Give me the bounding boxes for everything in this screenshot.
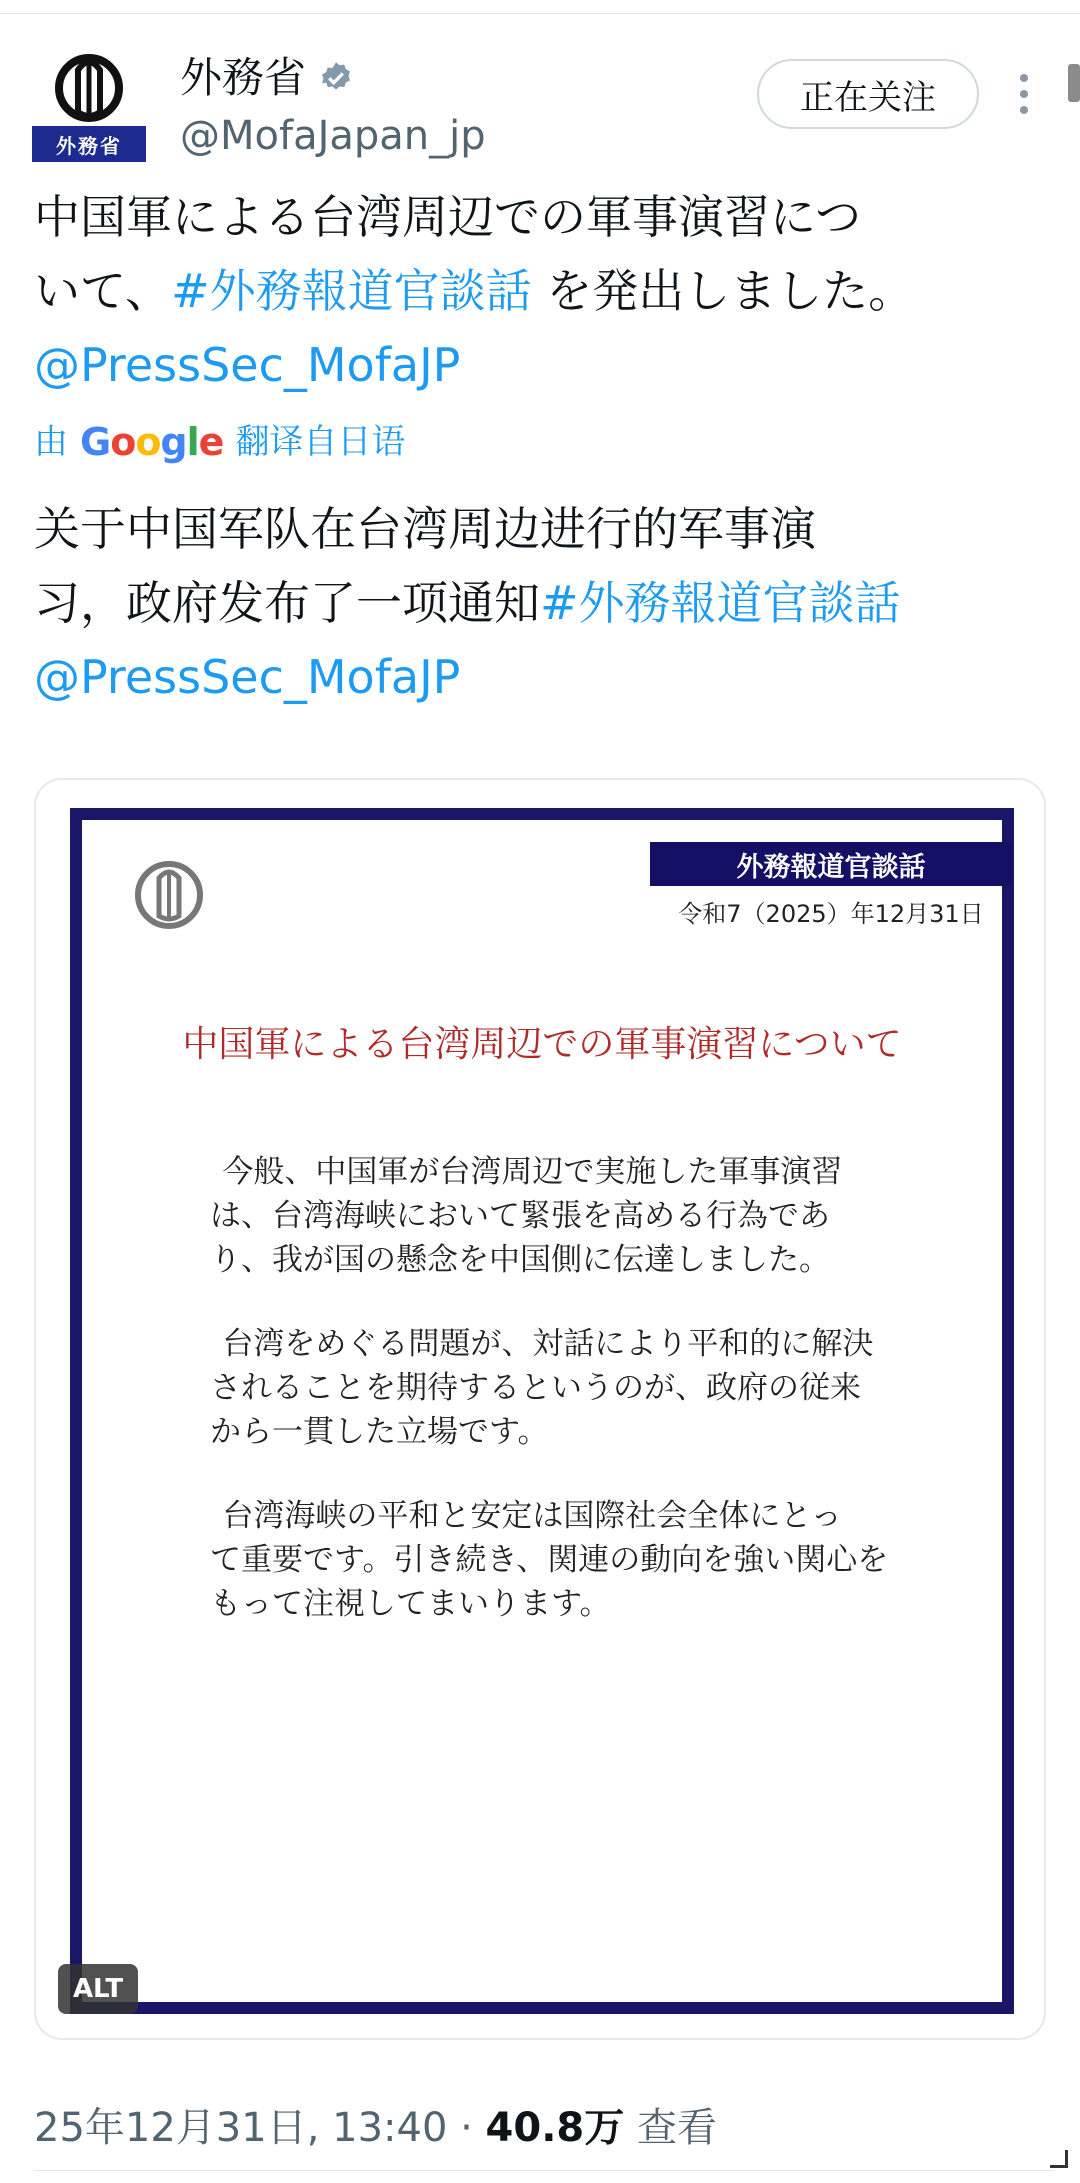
document-paragraph: 台湾をめぐる問題が、対話により平和的に解決 されることを期待するというのが、政府の従来 から一貫した立場です。 xyxy=(210,1326,874,1450)
avatar-badge: 外務省 xyxy=(32,126,146,162)
translated-hashtag-link[interactable]: #外務報道官談話 xyxy=(540,576,901,630)
views-label: 查看 xyxy=(624,2105,717,2151)
alt-text-button[interactable]: ALT xyxy=(58,1964,138,2014)
document-paragraph: 今般、中国軍が台湾周辺で実施した軍事演習 は、台湾海峡において緊張を高める行為であ り、我が国の懸念を中国側に伝達しました。 xyxy=(210,1154,843,1278)
account-name-block[interactable] xyxy=(180,52,486,164)
view-count: 40.8万 xyxy=(485,2105,625,2151)
translation-prefix: 由 xyxy=(34,422,68,462)
tweet-text-body: 中国軍による台湾周辺での軍事演習につ いて、 xyxy=(34,190,862,318)
translated-text xyxy=(34,492,1044,714)
tweet-timestamp[interactable]: 25年12月31日, 13:40 · xyxy=(34,2105,486,2151)
bottom-divider xyxy=(34,2170,1054,2171)
mention-link[interactable]: @PressSec_MofaJP xyxy=(34,338,461,392)
press-statement-document xyxy=(70,808,1014,2014)
verified-badge-icon xyxy=(318,60,354,96)
following-button[interactable]: 正在关注 xyxy=(757,59,979,129)
mofa-emblem-icon xyxy=(52,48,126,128)
document-title: 中国軍による台湾周辺での軍事演習について xyxy=(182,1024,902,1065)
google-logo-icon: Google xyxy=(80,420,224,464)
more-options-icon[interactable] xyxy=(1014,70,1034,118)
translated-mention-link[interactable]: @PressSec_MofaJP xyxy=(34,650,461,704)
media-image-card[interactable] xyxy=(34,778,1046,2040)
top-divider xyxy=(0,13,1080,14)
translation-suffix: 翻译自日语 xyxy=(235,422,406,462)
tweet-text xyxy=(34,180,1044,402)
avatar[interactable] xyxy=(32,48,146,162)
account-handle[interactable]: @MofaJapan_jp xyxy=(180,113,486,159)
hashtag-link[interactable]: #外務報道官談話 xyxy=(171,264,532,318)
corner-mark-icon xyxy=(1050,2150,1068,2168)
translation-attribution[interactable] xyxy=(34,412,405,472)
tweet-meta xyxy=(34,2098,717,2158)
translated-text-body: 关于中国军队在台湾周边进行的军事演 习，政府发布了一项通知 xyxy=(34,502,816,630)
scrollbar-thumb[interactable] xyxy=(1068,64,1080,102)
tweet-text-body-2: を発出しました。 xyxy=(531,264,915,318)
document-body xyxy=(210,1150,930,1666)
display-name[interactable]: 外務省 xyxy=(180,53,307,102)
document-paragraph: 台湾海峡の平和と安定は国際社会全体にとっ て重要です。引き続き、関連の動向を強い関心を もって注視してまいります。 xyxy=(210,1498,889,1622)
document-tag: 外務報道官談話 xyxy=(650,842,1012,886)
document-date: 令和7（2025）年12月31日 xyxy=(678,900,984,928)
mofa-emblem-icon xyxy=(132,858,206,932)
